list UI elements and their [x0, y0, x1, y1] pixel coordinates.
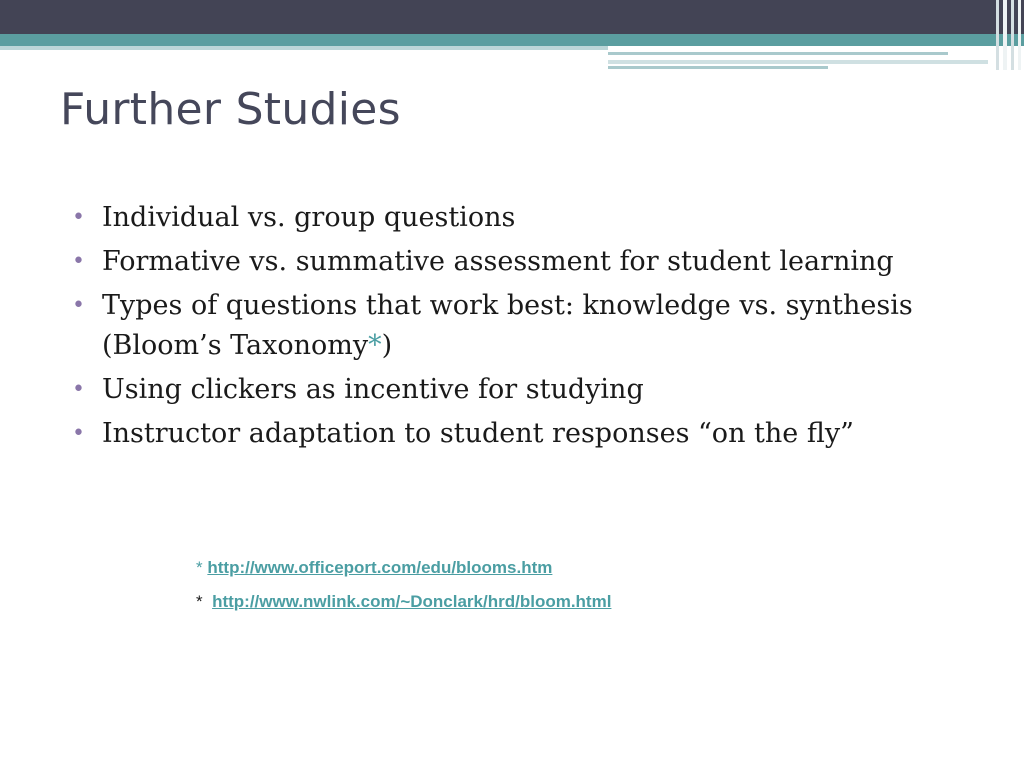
list-item	[72, 370, 952, 410]
bullet-icon: •	[72, 205, 85, 230]
bullet-icon: •	[72, 421, 85, 446]
reference-marker: *	[196, 558, 203, 577]
header-stripe	[608, 66, 828, 69]
bullet-text: Instructor adaptation to student responses “on the fly”	[102, 418, 854, 449]
reference-link-nwlink[interactable]: http://www.nwlink.com/~Donclark/hrd/bloom.html	[212, 592, 612, 611]
header-vertical-lines	[994, 0, 1024, 70]
list-item	[72, 414, 952, 454]
header-stripe	[608, 60, 988, 64]
reference-marker: *	[196, 592, 203, 611]
list-item	[72, 198, 952, 238]
bullet-list	[72, 198, 952, 458]
header-band-light	[0, 46, 608, 50]
header-stripe	[608, 52, 948, 55]
reference-item	[196, 590, 611, 624]
slide-title: Further Studies	[60, 84, 401, 135]
header-band-teal	[0, 34, 1024, 46]
header-band-dark	[0, 0, 1024, 34]
bullet-text: Using clickers as incentive for studying	[102, 374, 644, 405]
bullet-text-end: )	[381, 330, 393, 361]
list-item	[72, 242, 952, 282]
bullet-icon: •	[72, 293, 85, 318]
footnote-marker: *	[368, 330, 382, 361]
bullet-icon: •	[72, 249, 85, 274]
reference-item	[196, 556, 611, 590]
list-item	[72, 286, 952, 366]
reference-link-officeport[interactable]: http://www.officeport.com/edu/blooms.htm	[207, 558, 553, 577]
bullet-text: Types of questions that work best: knowledge vs. synthesis (Bloom’s Taxonomy	[102, 290, 913, 361]
bullet-text: Formative vs. summative assessment for student learning	[102, 246, 894, 277]
references	[196, 556, 611, 624]
bullet-text: Individual vs. group questions	[102, 202, 516, 233]
bullet-icon: •	[72, 377, 85, 402]
